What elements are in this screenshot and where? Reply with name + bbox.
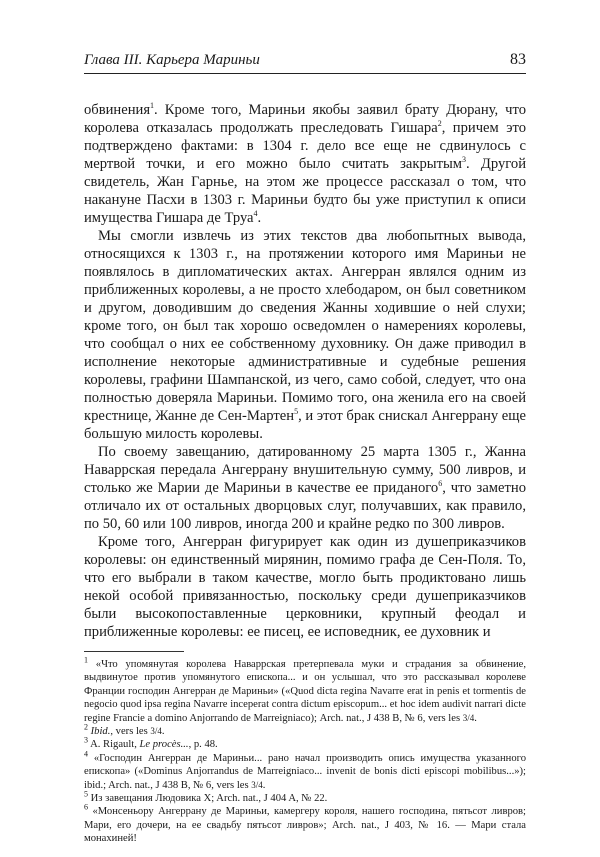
book-page xyxy=(84,52,526,846)
text-run: Кроме того, Ангерран фигурирует как один из душеприказчиков королевы: он единственный мирянин, помимо графа де Сен-Поля. То, что его выбрали в таком качестве, могло быть продиктовано лишь некой особой привязанностью, поскольку среди душеприказчиков были высокопоставленные церковники, крупный феодал и приближенные королевы: ее писец, ее исповедник, ее духовник и xyxy=(84,534,526,640)
text-run: . Кроме того, Мариньи якобы заявил брату Дюрану, что королева отказалась продолжать преследовать Гишара xyxy=(84,102,526,136)
text-run: По своему завещанию, датированному 25 марта 1305 г., Жанна Наваррская передала Ангеррану внушительную сумму, 500 ливров, и столько же Марии де Мариньи в качестве ее приданого xyxy=(84,444,526,496)
footnote-ref: 1 xyxy=(150,101,155,111)
italic-text: Le procès... xyxy=(139,739,189,751)
paragraph xyxy=(84,533,526,641)
text-run: . xyxy=(474,712,477,724)
footnotes xyxy=(84,655,527,846)
footnote-ref: 2 xyxy=(437,119,442,129)
footnote-number: 5 xyxy=(84,789,88,799)
text-run: «Монсеньору Ангеррану де Мариньи, камергеру короля, нашего господина, пятьсот ливров; Мари, его дочери, на ее свадьбу пятьсот ливров»; Arch. nat., J 403, № 16. — Мари стала монахиней! xyxy=(84,806,526,845)
text-run: , причем это подтверждено фактами: в 1304 г. дело все еще не сдвинулось с мертвой точки, и его можно было считать закрытым xyxy=(84,120,526,172)
text-run: . xyxy=(262,779,266,791)
footnote-separator xyxy=(84,651,184,652)
footnote-number: 2 xyxy=(84,722,88,732)
text-run: «Что упомянутая королева Наваррская претерпевала муки и страдания за обвинение, выдвинутое против упомянутого епископа... и он услышал, что это рассказывал королеве Франции господин Ангерран де Мариньи» («Quod dicta regina Navarre erat in penis et tormentis de negocio quod ipsa regina Navarre inceperat contra dictum episcopum... et hoc idem audivit narrari dicte regine Francie a domino Anjorrando de Marreigniaco); Arch. nat., J 438 B, № 6, vers les xyxy=(84,659,527,724)
text-run: Мы смогли извлечь из этих текстов два любопытных вывода, относящихся к 1303 г., на протяжении которого имя Мариньи не появлялось в дипломатических актах. Ангерран являлся одним из приближенных королевы, а не просто хлебодаром, он был советником и другом, доводившим до сведения Жанны ходившие о ней слухи; кроме того, он был так хорошо осведомлен о намерениях королевы, что сообщал о них ее собственному духовнику. Он даже приводил в исполнение некоторые административные и судебные решения королевы, графини Шампанской, из чего, само собой, следует, что она полностью доверяла Мариньи. Помимо того, она женила его на своей крестнице, Жанне де Сен-Мартен xyxy=(84,228,526,424)
footnote-ref: 4 xyxy=(253,209,258,219)
footnote-number: 1 xyxy=(84,655,88,665)
text-run: , vers les xyxy=(110,726,151,738)
footnote xyxy=(84,802,526,845)
header-rule xyxy=(84,73,526,74)
fraction: 3/4 xyxy=(462,712,475,723)
footnote xyxy=(84,722,526,738)
footnote xyxy=(84,749,526,792)
text-run: Из завещания Людовика X; Arch. nat., J 404 A, № 22. xyxy=(90,793,328,805)
footnote-ref: 5 xyxy=(294,407,299,417)
paragraph xyxy=(84,227,526,443)
footnote xyxy=(84,789,526,805)
footnote-number: 3 xyxy=(84,735,88,745)
text-run: , p. 48. xyxy=(188,739,218,751)
text-run: обвинения xyxy=(84,102,151,118)
text-run: . xyxy=(257,210,262,226)
paragraph xyxy=(84,101,526,227)
footnote xyxy=(84,735,526,751)
chapter-title: Глава III. Карьера Мариньи xyxy=(84,52,260,68)
page-number: 83 xyxy=(510,51,526,68)
fraction: 3/4 xyxy=(251,779,263,790)
footnote-ref: 6 xyxy=(438,479,443,489)
footnote-ref: 3 xyxy=(462,155,467,165)
fraction: 3/4 xyxy=(150,726,162,737)
main-text xyxy=(84,101,526,641)
footnote xyxy=(84,655,527,725)
text-run: A. Rigault, xyxy=(90,739,140,751)
text-run: . xyxy=(161,726,165,738)
footnote-number: 4 xyxy=(84,749,88,759)
text-run: , что заметно отличало их от остальных дворцовых слуг, получавших, как правило, по 50, 60 или 100 ливров, иногда 200 и крайне редко по 300 ливров. xyxy=(84,480,526,532)
running-header xyxy=(84,52,526,76)
italic-text: Ibid. xyxy=(90,726,111,738)
text-run: . Другой свидетель, Жан Гарнье, на этом же процессе рассказал о том, что накануне Пасхи в 1303 г. Мариньи будто бы уже приступил к описи имущества Гишара де Труа xyxy=(84,156,527,226)
text-run: , и этот брак снискал Ангеррану еще большую милость королевы. xyxy=(84,408,526,442)
paragraph xyxy=(84,443,526,533)
text-run: «Господин Ангерран де Мариньи... рано начал производить опись имущества указанного епископа» («Dominus Anjorrandus de Marreigniaco... invenit de bonis dicti episcopi mobilibus...»); ibid.; Arch. nat., J 438 B, № 6, vers les xyxy=(84,752,526,791)
footnote-number: 6 xyxy=(84,802,88,812)
